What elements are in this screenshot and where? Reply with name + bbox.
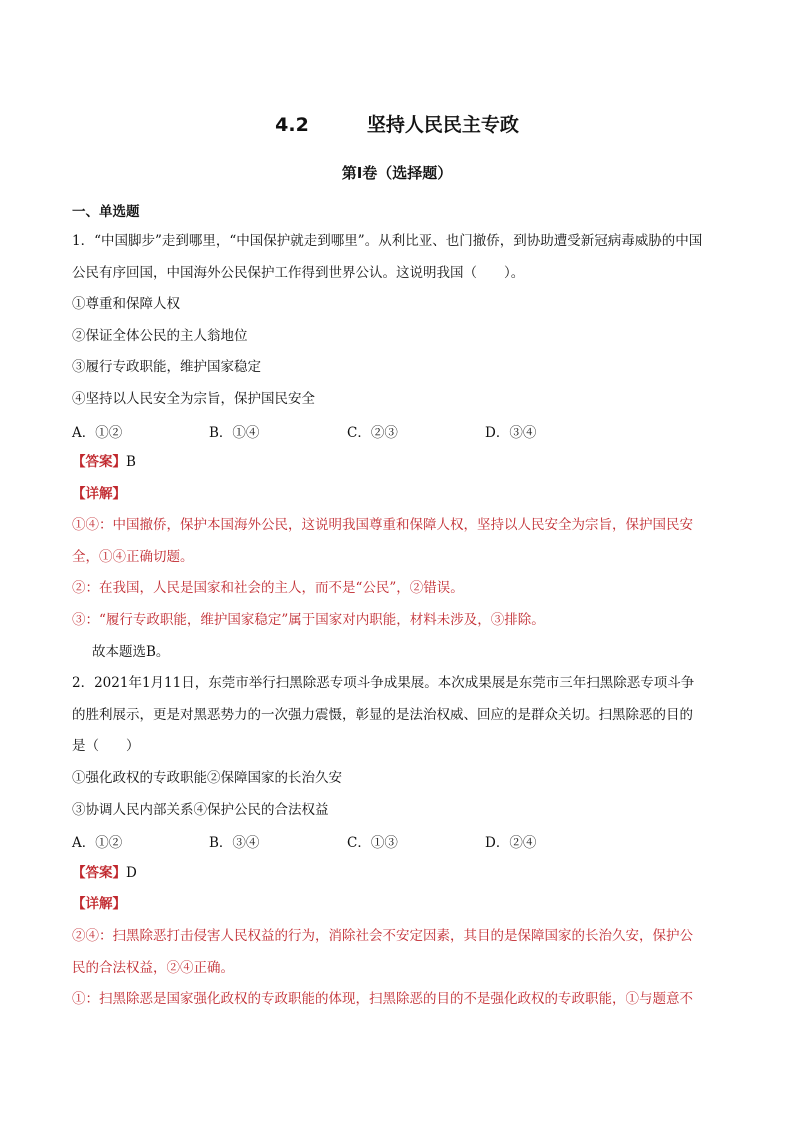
q2-stem-line-2: 的胜利展示，更是对黑恶势力的一次强力震慑，彰显的是法治权威、回应的是群众关切。扫黑除恶的目的 (72, 707, 693, 723)
q1-detail-label (72, 484, 126, 504)
q1-explain-line-1: ①④：中国撤侨，保护本国海外公民，这说明我国尊重和保障人权，坚持以人民安全为宗旨，保护国民安 (72, 517, 693, 533)
q2-explain-line-1: ②④：扫黑除恶打击侵害人民权益的行为，消除社会不安定因素，其目的是保障国家的长治久安，保护公 (72, 928, 693, 944)
q2-option-a: A．①② (72, 835, 123, 851)
q2-answer-label: 【答案】 (72, 865, 126, 881)
q1-item-4: ④坚持以人民安全为宗旨，保护国民安全 (72, 391, 315, 407)
section-label: 一、单选题 (72, 204, 140, 220)
q1-option-c: C．②③ (347, 425, 398, 441)
q2-detail-tag: 【详解】 (72, 896, 126, 912)
q1-answer (72, 452, 136, 472)
volume-title: 第Ⅰ卷（选择题） (341, 164, 453, 182)
page-title (0, 110, 794, 137)
q2-explain-line-2: 民的合法权益，②④正确。 (72, 960, 234, 976)
q1-answer-label: 【答案】 (72, 454, 126, 470)
q1-explain-line-3: ②：在我国，人民是国家和社会的主人，而不是“公民”，②错误。 (72, 580, 464, 596)
q1-option-b: B．①④ (209, 425, 260, 441)
q2-answer-value: D (126, 865, 137, 881)
q2-option-c: C．①③ (347, 835, 398, 851)
q1-item-2: ②保证全体公民的主人翁地位 (72, 328, 248, 344)
q2-item-1: ①强化政权的专政职能②保障国家的长治久安 (72, 770, 342, 786)
q2-stem-line-3: 是（ ） (72, 738, 140, 754)
q1-answer-value: B (126, 454, 136, 470)
q1-conclusion: 故本题选B。 (92, 644, 170, 660)
q1-detail-tag: 【详解】 (72, 486, 126, 502)
q1-option-d: D．③④ (485, 425, 537, 441)
q1-option-a: A．①② (72, 425, 123, 441)
q2-option-d: D．②④ (485, 835, 537, 851)
q2-detail-label (72, 894, 126, 914)
q1-explain-line-4: ③：“履行专政职能，维护国家稳定”属于国家对内职能，材料未涉及，③排除。 (72, 612, 545, 628)
q2-option-b: B．③④ (209, 835, 260, 851)
q1-stem-line-1: 1．“中国脚步”走到哪里，“中国保护就走到哪里”。从利比亚、也门撤侨，到协助遭受新冠病毒威胁的中国 (72, 233, 703, 249)
q1-stem-line-2: 公民有序回国，中国海外公民保护工作得到世界公认。这说明我国（ ）。 (72, 265, 525, 281)
q2-item-2: ③协调人民内部关系④保护公民的合法权益 (72, 802, 329, 818)
q1-explain-line-2: 全，①④正确切题。 (72, 549, 194, 565)
q1-item-3: ③履行专政职能，维护国家稳定 (72, 359, 261, 375)
title-number: 4.2 (275, 114, 309, 136)
q1-item-1: ①尊重和保障人权 (72, 296, 180, 312)
q2-stem-line-1: 2．2021年1月11日，东莞市举行扫黑除恶专项斗争成果展。本次成果展是东莞市三年扫黑除恶专项斗争 (72, 675, 695, 691)
title-text: 坚持人民民主专政 (366, 114, 519, 136)
q2-explain-line-3: ①：扫黑除恶是国家强化政权的专政职能的体现，扫黑除恶的目的不是强化政权的专政职能，①与题意不 (72, 991, 693, 1007)
q2-answer (72, 863, 137, 883)
